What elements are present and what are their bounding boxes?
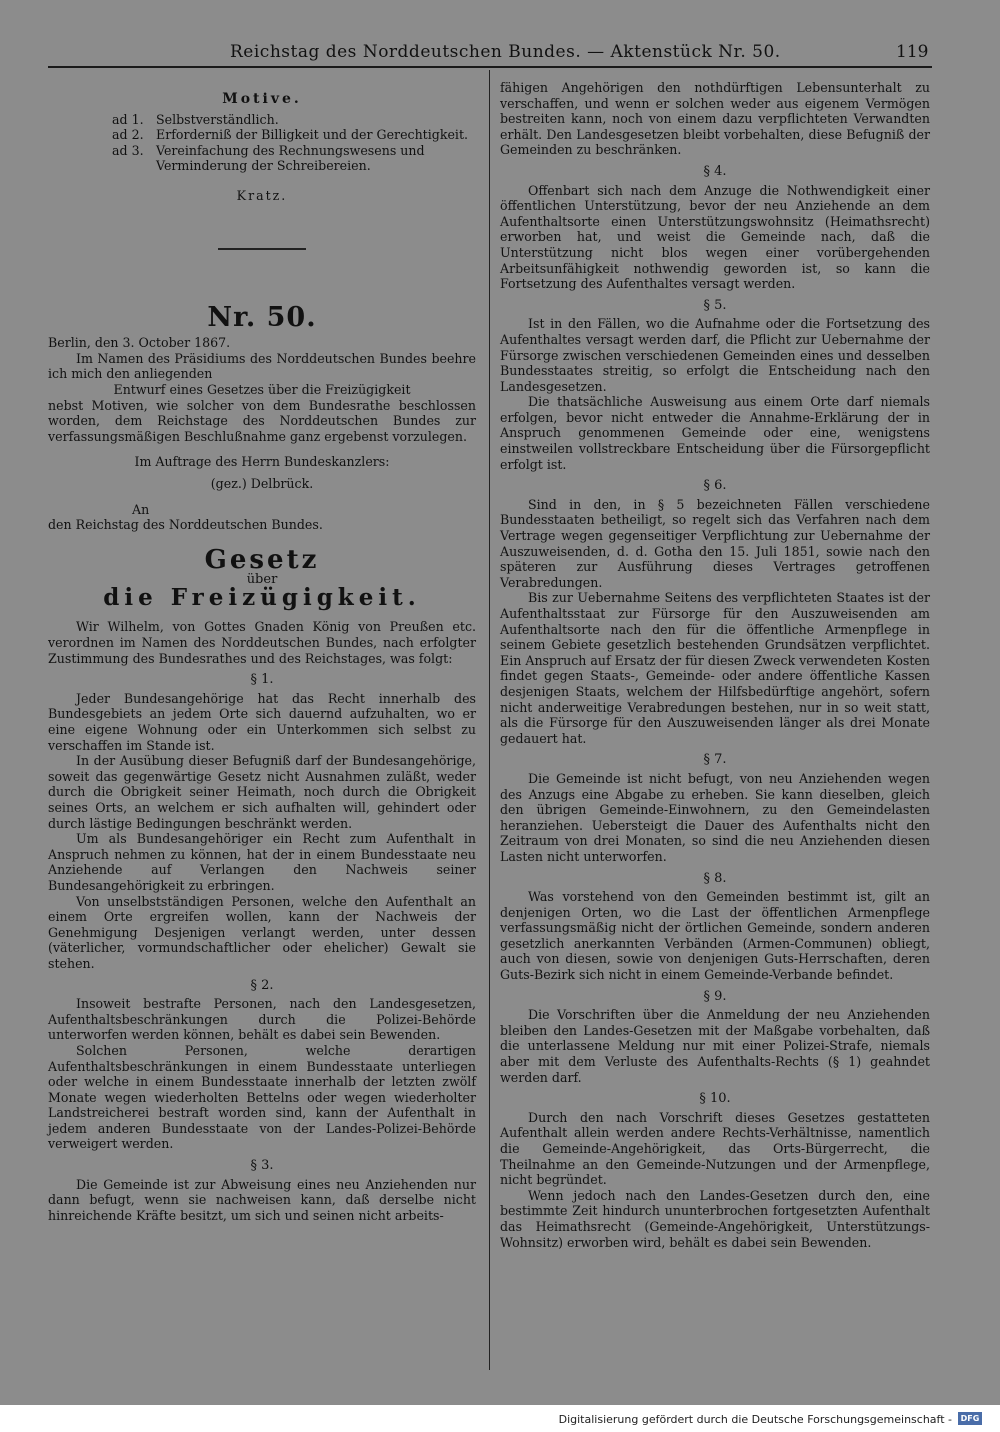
signer-kratz: Kratz.	[236, 187, 288, 203]
paragraph: Um als Bundesangehöriger ein Recht zum Aufenthalt in Anspruch nehmen zu können, hat der in einem Bundesstaate neu Anziehende auf Verlangen den Nachweis seiner Bundesangehörigkeit zu erbringen.	[48, 831, 476, 893]
paragraph: Bis zur Uebernahme Seitens des verpflichteten Staates ist der Aufenthaltsstaat zur Fürsorge für den Auszuweisenden am Aufenthaltsorte nach den für die öffentliche Armenpflege in seinem Gebiete gesetzlich bestehenden Grundsätzen verpflichtet. Ein Anspruch auf Ersatz der für diesen Zweck verwendeten Kosten findet gegen Staats-, Gemeinde- oder andere öffentliche Kassen desjenigen Staats, welchem der Hilfsbedürftige angehört, sofern nicht anderweitige Verabredungen bestehen, nur in so weit statt, als die Fürsorge für den Auszuweisenden länger als drei Monate gedauert hat.	[500, 590, 930, 746]
section-heading: § 10.	[699, 1091, 731, 1107]
ad-number: ad 3.	[112, 142, 144, 158]
page-number: 119	[896, 42, 929, 62]
section-divider	[218, 248, 306, 250]
signature-delbrueck: (gez.) Delbrück.	[210, 475, 314, 491]
ad-item	[112, 127, 476, 143]
ad-text: Selbstverständlich.	[156, 111, 279, 127]
paragraph: Die Gemeinde ist nicht befugt, von neu Anziehenden wegen des Anzugs eine Abgabe zu erheben. Sie kann dieselben, gleich den übrigen Gemeinde-Einwohnern, zu den Gemeindelasten heranziehen. Uebersteigt die Dauer des Aufenthalts nicht den Zeitraum von drei Monaten, so sind die neu Anziehenden diesen Lasten nicht unterworfen.	[500, 770, 930, 864]
law-subject: die Freizügigkeit.	[103, 583, 421, 611]
paragraph: Jeder Bundesangehörige hat das Recht innerhalb des Bundesgebiets an jedem Orte sich dauernd aufzuhalten, wo er eine eigene Wohnung oder ein Unterkommen sich selbst zu verschaffen im Stande ist.	[48, 690, 476, 753]
column-divider	[489, 70, 490, 1370]
paragraph: Sind in den, in § 5 bezeichneten Fällen verschiedene Bundesstaaten betheiligt, so regelt sich das Verfahren nach dem Vertrage wegen gegenseitiger Verpflichtung zur Uebernahme der Auszuweisenden, d. d. Gotha den 15. Juli 1851, sowie nach den späteren zur Ausführung dieses Vertrages getroffenen Verabredungen.	[500, 496, 930, 590]
paragraph: Solchen Personen, welche derartigen Aufenthaltsbeschränkungen in einem Bundesstaate unterliegen oder welche in einem Bundesstaate innerhalb der letzten zwölf Monate wegen wiederholten Bettelns oder wegen wiederholter Landstreicherei bestraft worden sind, kann der Aufenthalt in jedem anderen Bundesstaate von der Landes-Polizei-Behörde verweigert werden.	[48, 1042, 476, 1152]
ad-number: ad 1.	[112, 111, 144, 127]
addressee-an: An	[132, 501, 150, 517]
paragraph: Die Vorschriften über die Anmeldung der neu Anziehenden bleiben den Landes-Gesetzen mit der Maßgabe vorbehalten, daß die unterlassene Meldung nur mit einer Polizei-Strafe, niemals aber mit dem Verluste des Aufenthalts-Rechts (§ 1) geahndet werden darf.	[500, 1007, 930, 1085]
auftrag-line: Im Auftrage des Herrn Bundeskanzlers:	[134, 454, 390, 470]
preamble: Wir Wilhelm, von Gottes Gnaden König von Preußen etc. verordnen im Namen des Norddeutschen Bundes, nach erfolgter Zustimmung des Bundesrathes und des Reichstages, was folgt:	[48, 619, 476, 666]
law-title: Gesetz	[204, 544, 320, 575]
section-heading: § 6.	[703, 478, 727, 494]
footer-bar	[0, 1412, 1000, 1430]
paragraph: Die thatsächliche Ausweisung aus einem Orte darf niemals erfolgen, bevor nicht entweder die Annahme-Erklärung der in Anspruch genommenen Gemeinde oder eine, wenigstens einstweilen vollstreckbare Entscheidung über die Fürsorgepflicht erfolgt ist.	[500, 394, 930, 472]
ad-text: Erforderniß der Billigkeit und der Gerechtigkeit.	[156, 127, 469, 143]
section-heading: § 2.	[250, 977, 274, 993]
paragraph: Was vorstehend von den Gemeinden bestimmt ist, gilt an denjenigen Orten, wo die Last der öffentlichen Armenpflege verfassungsmäßig nicht der örtlichen Gemeinde, sondern anderen gesetzlich anerkannten Verbänden (Armen-Communen) obliegt, auch von diesen, sowie von denjenigen Guts-Herrschaften, deren Guts-Bezirk sich nicht in einem Gemeinde-Verbande befindet.	[500, 889, 930, 983]
section-heading: § 7.	[703, 752, 727, 768]
paragraph: In der Ausübung dieser Befugniß darf der Bundesangehörige, soweit das gegenwärtige Gesetz nicht Ausnahmen zuläßt, weder durch die Obrigkeit seiner Heimath, noch durch die Obrigkeit seines Orts, an welchem er sich aufhalten will, gehindert oder durch lästige Bedingungen beschränkt werden.	[48, 753, 476, 831]
letter-draft-title: Entwurf eines Gesetzes über die Freizügigkeit	[113, 381, 411, 397]
paragraph: Ist in den Fällen, wo die Aufnahme oder die Fortsetzung des Aufenthaltes versagt werden darf, die Pflicht zur Uebernahme der Fürsorge zwischen verschiedenen Gemeinden eines und desselben Bundesstaates streitig, so erfolgt die Entscheidung nach den Landesgesetzen.	[500, 316, 930, 394]
section-heading: § 5.	[703, 297, 727, 313]
paragraph: Insoweit bestrafte Personen, nach den Landesgesetzen, Aufenthaltsbeschränkungen durch die Polizei-Behörde unterworfen werden können, behält es dabei sein Bewenden.	[48, 996, 476, 1043]
paragraph: Wenn jedoch nach den Landes-Gesetzen durch den, eine bestimmte Zeit hindurch ununterbrochen fortgesetzten Aufenthalt das Heimathsrecht (Gemeinde-Angehörigkeit, Unterstützungs-Wohnsitz) erworben wird, behält es dabei sein Bewenden.	[500, 1187, 930, 1250]
section-heading: § 8.	[703, 870, 727, 886]
motive-heading: Motive.	[222, 91, 302, 107]
law-title-ueber: über	[246, 572, 278, 588]
paragraph: Von unselbstständigen Personen, welche den Aufenthalt an einem Orte ergreifen wollen, kann der Nachweis der Genehmigung Desjenigen verlangt werden, unter dessen (väterlicher, vormundschaftlicher oder ehelicher) Gewalt sie stehen.	[48, 893, 476, 971]
ad-list	[112, 112, 476, 174]
date-line: Berlin, den 3. October 1867.	[48, 335, 231, 351]
paragraph: Durch den nach Vorschrift dieses Gesetzes gestatteten Aufenthalt allein werden andere Rechts-Verhältnisse, namentlich die Gemeinde-Angehörigkeit, das Orts-Bürgerrecht, die Theilnahme an den Gemeinde-Nutzungen und der Armenpflege, nicht begründet.	[500, 1109, 930, 1188]
letter-intro: Im Namen des Präsidiums des Norddeutschen Bundes beehre ich mich den anliegenden	[48, 350, 476, 382]
ad-text: Vereinfachung des Rechnungswesens und Verminderung der Schreibereien.	[156, 142, 425, 174]
dfg-logo: DFG	[958, 1412, 982, 1425]
document-number-heading: Nr. 50.	[207, 301, 317, 333]
section-heading: § 9.	[703, 988, 727, 1004]
ad-item	[112, 143, 476, 174]
paragraph: Die Gemeinde ist zur Abweisung eines neu Anziehenden nur dann befugt, wenn sie nachweisen kann, daß derselbe nicht hinreichende Kräfte besitzt, um sich und seinen nicht arbeits-	[48, 1176, 476, 1223]
section-heading: § 3.	[250, 1158, 274, 1174]
paragraph: Offenbart sich nach dem Anzuge die Nothwendigkeit einer öffentlichen Unterstützung, bevor der neu Anziehende an dem Aufenthaltsorte einen Unterstützungswohnsitz (Heimathsrecht) erworben hat, und weist die Gemeinde nach, daß die Unterstützung nicht blos wegen einer vorübergehenden Arbeitsunfähigkeit nothwendig geworden ist, so kann die Fortsetzung des Aufenthaltes versagt werden.	[500, 182, 930, 292]
letter-body: nebst Motiven, wie solcher von dem Bundesrathe beschlossen worden, dem Reichstage des Norddeutschen Bundes zur verfassungsmäßigen Beschlußnahme ganz ergebenst vorzulegen.	[48, 397, 476, 444]
section-heading: § 1.	[250, 672, 274, 688]
right-column	[500, 80, 930, 1250]
paragraph: fähigen Angehörigen den nothdürftigen Lebensunterhalt zu verschaffen, und wenn er solchen weder aus eigenem Vermögen bestreiten kann, noch von einem dazu verpflichteten Verwandten erhält. Den Landesgesetzen bleibt vorbehalten, diese Befugniß der Gemeinden zu beschränken.	[500, 80, 930, 158]
running-header-title: Reichstag des Norddeutschen Bundes. — Aktenstück Nr. 50.	[230, 42, 781, 62]
left-column	[48, 92, 476, 1223]
addressee: den Reichstag des Norddeutschen Bundes.	[48, 517, 323, 533]
section-heading: § 4.	[703, 163, 727, 179]
funding-notice: Digitalisierung gefördert durch die Deutsche Forschungsgemeinschaft -	[558, 1413, 952, 1426]
ad-number: ad 2.	[112, 127, 144, 143]
header-rule	[48, 66, 932, 68]
ad-item	[112, 112, 476, 128]
